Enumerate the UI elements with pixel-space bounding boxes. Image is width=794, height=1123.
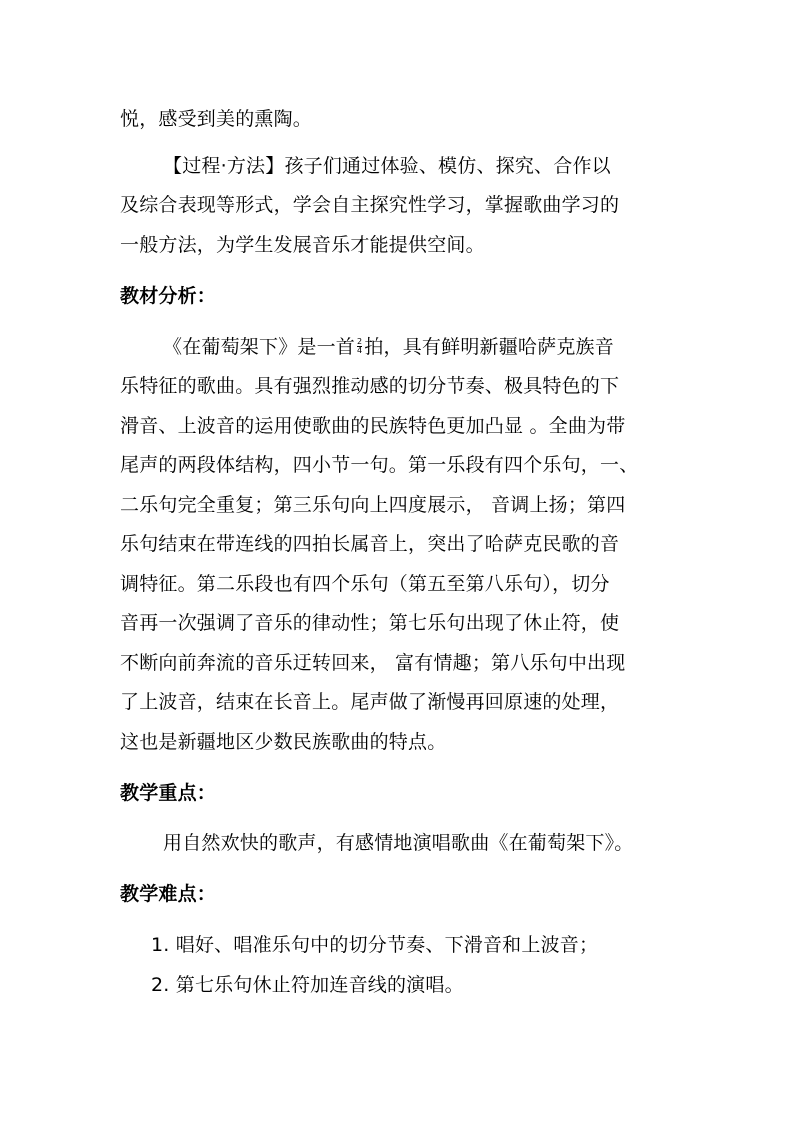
process-method-line-1: 【过程·方法】孩子们通过体验、模仿、探究、合作以 xyxy=(163,155,611,177)
process-method-line-3: 一般方法，为学生发展音乐才能提供空间。 xyxy=(120,234,485,256)
analysis-line-3: 滑音、上波音的运用使歌曲的民族特色更加凸显 。全曲为带 xyxy=(120,415,626,437)
analysis-line-11: 这也是新疆地区少数民族歌曲的特点。 xyxy=(120,731,447,753)
analysis-line-4: 尾声的两段体结构，四小节一句。第一乐段有四个乐句，一、 xyxy=(120,454,639,476)
intro-line-1: 悦，感受到美的熏陶。 xyxy=(120,108,313,130)
key-points-heading: 教学重点： xyxy=(120,782,217,804)
analysis-line-7: 调特征。第二乐段也有四个乐句（第五至第八乐句），切分 xyxy=(120,573,610,595)
meter-denominator: 4 xyxy=(357,346,363,355)
meter-fraction xyxy=(356,338,363,355)
analysis-line-2: 乐特征的歌曲。具有强烈推动感的切分节奏、极具特色的下 xyxy=(120,375,620,397)
difficulties-heading: 教学难点： xyxy=(120,883,217,905)
analysis-line-6: 乐句结束在带连线的四拍长属音上，突出了哈萨克民歌的音 xyxy=(120,533,620,555)
analysis-line-5: 二乐句完全重复；第三乐句向上四度展示， 音调上扬；第四 xyxy=(120,494,626,516)
difficulty-item-1: 1. 唱好、唱准乐句中的切分节奏、下滑音和上波音； xyxy=(151,934,599,956)
analysis-line-1 xyxy=(163,334,614,360)
analysis-line-10: 了上波音，结束在长音上。尾声做了渐慢再回原速的处理， xyxy=(120,691,620,713)
analysis-line-8: 音再一次强调了音乐的律动性；第七乐句出现了休止符，使 xyxy=(120,612,620,634)
difficulty-item-2: 2. 第七乐句休止符加连音线的演唱。 xyxy=(151,974,464,996)
analysis-line-1-pre: 《在葡萄架下》是一首 xyxy=(163,336,356,358)
analysis-line-1-post: 拍，具有鲜明新疆哈萨克族音 xyxy=(364,336,614,358)
analysis-line-9: 不断向前奔流的音乐迂转回来， 富有情趣；第八乐句中出现 xyxy=(120,652,626,674)
process-method-line-2: 及综合表现等形式，学会自主探究性学习，掌握歌曲学习的 xyxy=(120,194,620,216)
meter-numerator: 2 xyxy=(357,337,363,346)
analysis-heading: 教材分析： xyxy=(120,285,217,307)
key-points-text: 用自然欢快的歌声，有感情地演唱歌曲《在葡萄架下》。 xyxy=(163,832,634,854)
